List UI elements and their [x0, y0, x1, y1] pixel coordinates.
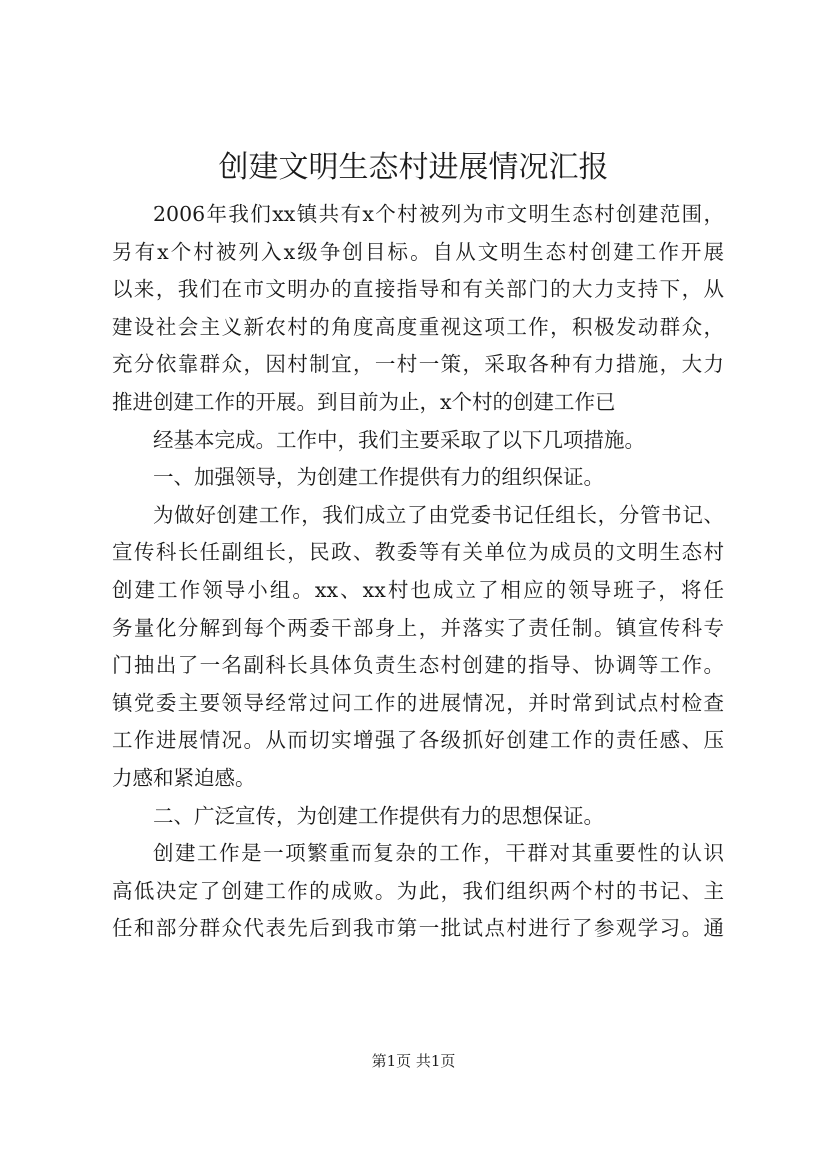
paragraph-line: 高低决定了创建工作的成败。为此，我们组织两个村的书记、主 — [112, 878, 724, 903]
page-footer: 第1页 共1页 — [371, 1052, 456, 1070]
paragraph-line: 宣传科长任副组长，民政、教委等有关单位为成员的文明生态村 — [112, 540, 724, 565]
paragraph-line: 以来，我们在市文明办的直接指导和有关部门的大力支持下，从 — [112, 277, 724, 302]
paragraph-line: 2006年我们xx镇共有x个村被列为市文明生态村创建范围， — [153, 202, 724, 226]
paragraph-line: 建设社会主义新农村的角度高度重视这项工作，积极发动群众， — [112, 314, 724, 339]
paragraph-line: 为做好创建工作，我们成立了由党委书记任组长，分管书记、 — [153, 502, 724, 527]
paragraph-line: 务量化分解到每个两委干部身上，并落实了责任制。镇宣传科专 — [112, 615, 724, 640]
paragraph-line: 一、加强领导，为创建工作提供有力的组织保证。 — [153, 465, 604, 490]
paragraph-line: 创建工作领导小组。xx、xx村也成立了相应的领导班子，将任 — [112, 577, 724, 602]
paragraph-line: 任和部分群众代表先后到我市第一批试点村进行了参观学习。通 — [112, 916, 724, 941]
paragraph-line: 镇党委主要领导经常过问工作的进展情况，并时常到试点村检查 — [112, 690, 724, 715]
document-body — [112, 196, 724, 948]
paragraph-line: 创建工作是一项繁重而复杂的工作，干群对其重要性的认识 — [153, 841, 724, 866]
paragraph-line: 工作进展情况。从而切实增强了各级抓好创建工作的责任感、压 — [112, 728, 724, 753]
paragraph-line: 经基本完成。工作中，我们主要采取了以下几项措施。 — [153, 427, 645, 452]
paragraph-line: 充分依靠群众，因村制宜，一村一策，采取各种有力措施，大力 — [112, 352, 724, 377]
document-title: 创建文明生态村进展情况汇报 — [218, 150, 609, 185]
paragraph-line: 另有x个村被列入x级争创目标。自从文明生态村创建工作开展 — [112, 239, 724, 264]
paragraph-line: 门抽出了一名副科长具体负责生态村创建的指导、协调等工作。 — [112, 653, 724, 678]
paragraph-line: 力感和紧迫感。 — [112, 765, 256, 790]
paragraph-line: 推进创建工作的开展。到目前为止，x个村的创建工作已 — [112, 389, 616, 414]
paragraph-line: 二、广泛宣传，为创建工作提供有力的思想保证。 — [153, 803, 604, 828]
